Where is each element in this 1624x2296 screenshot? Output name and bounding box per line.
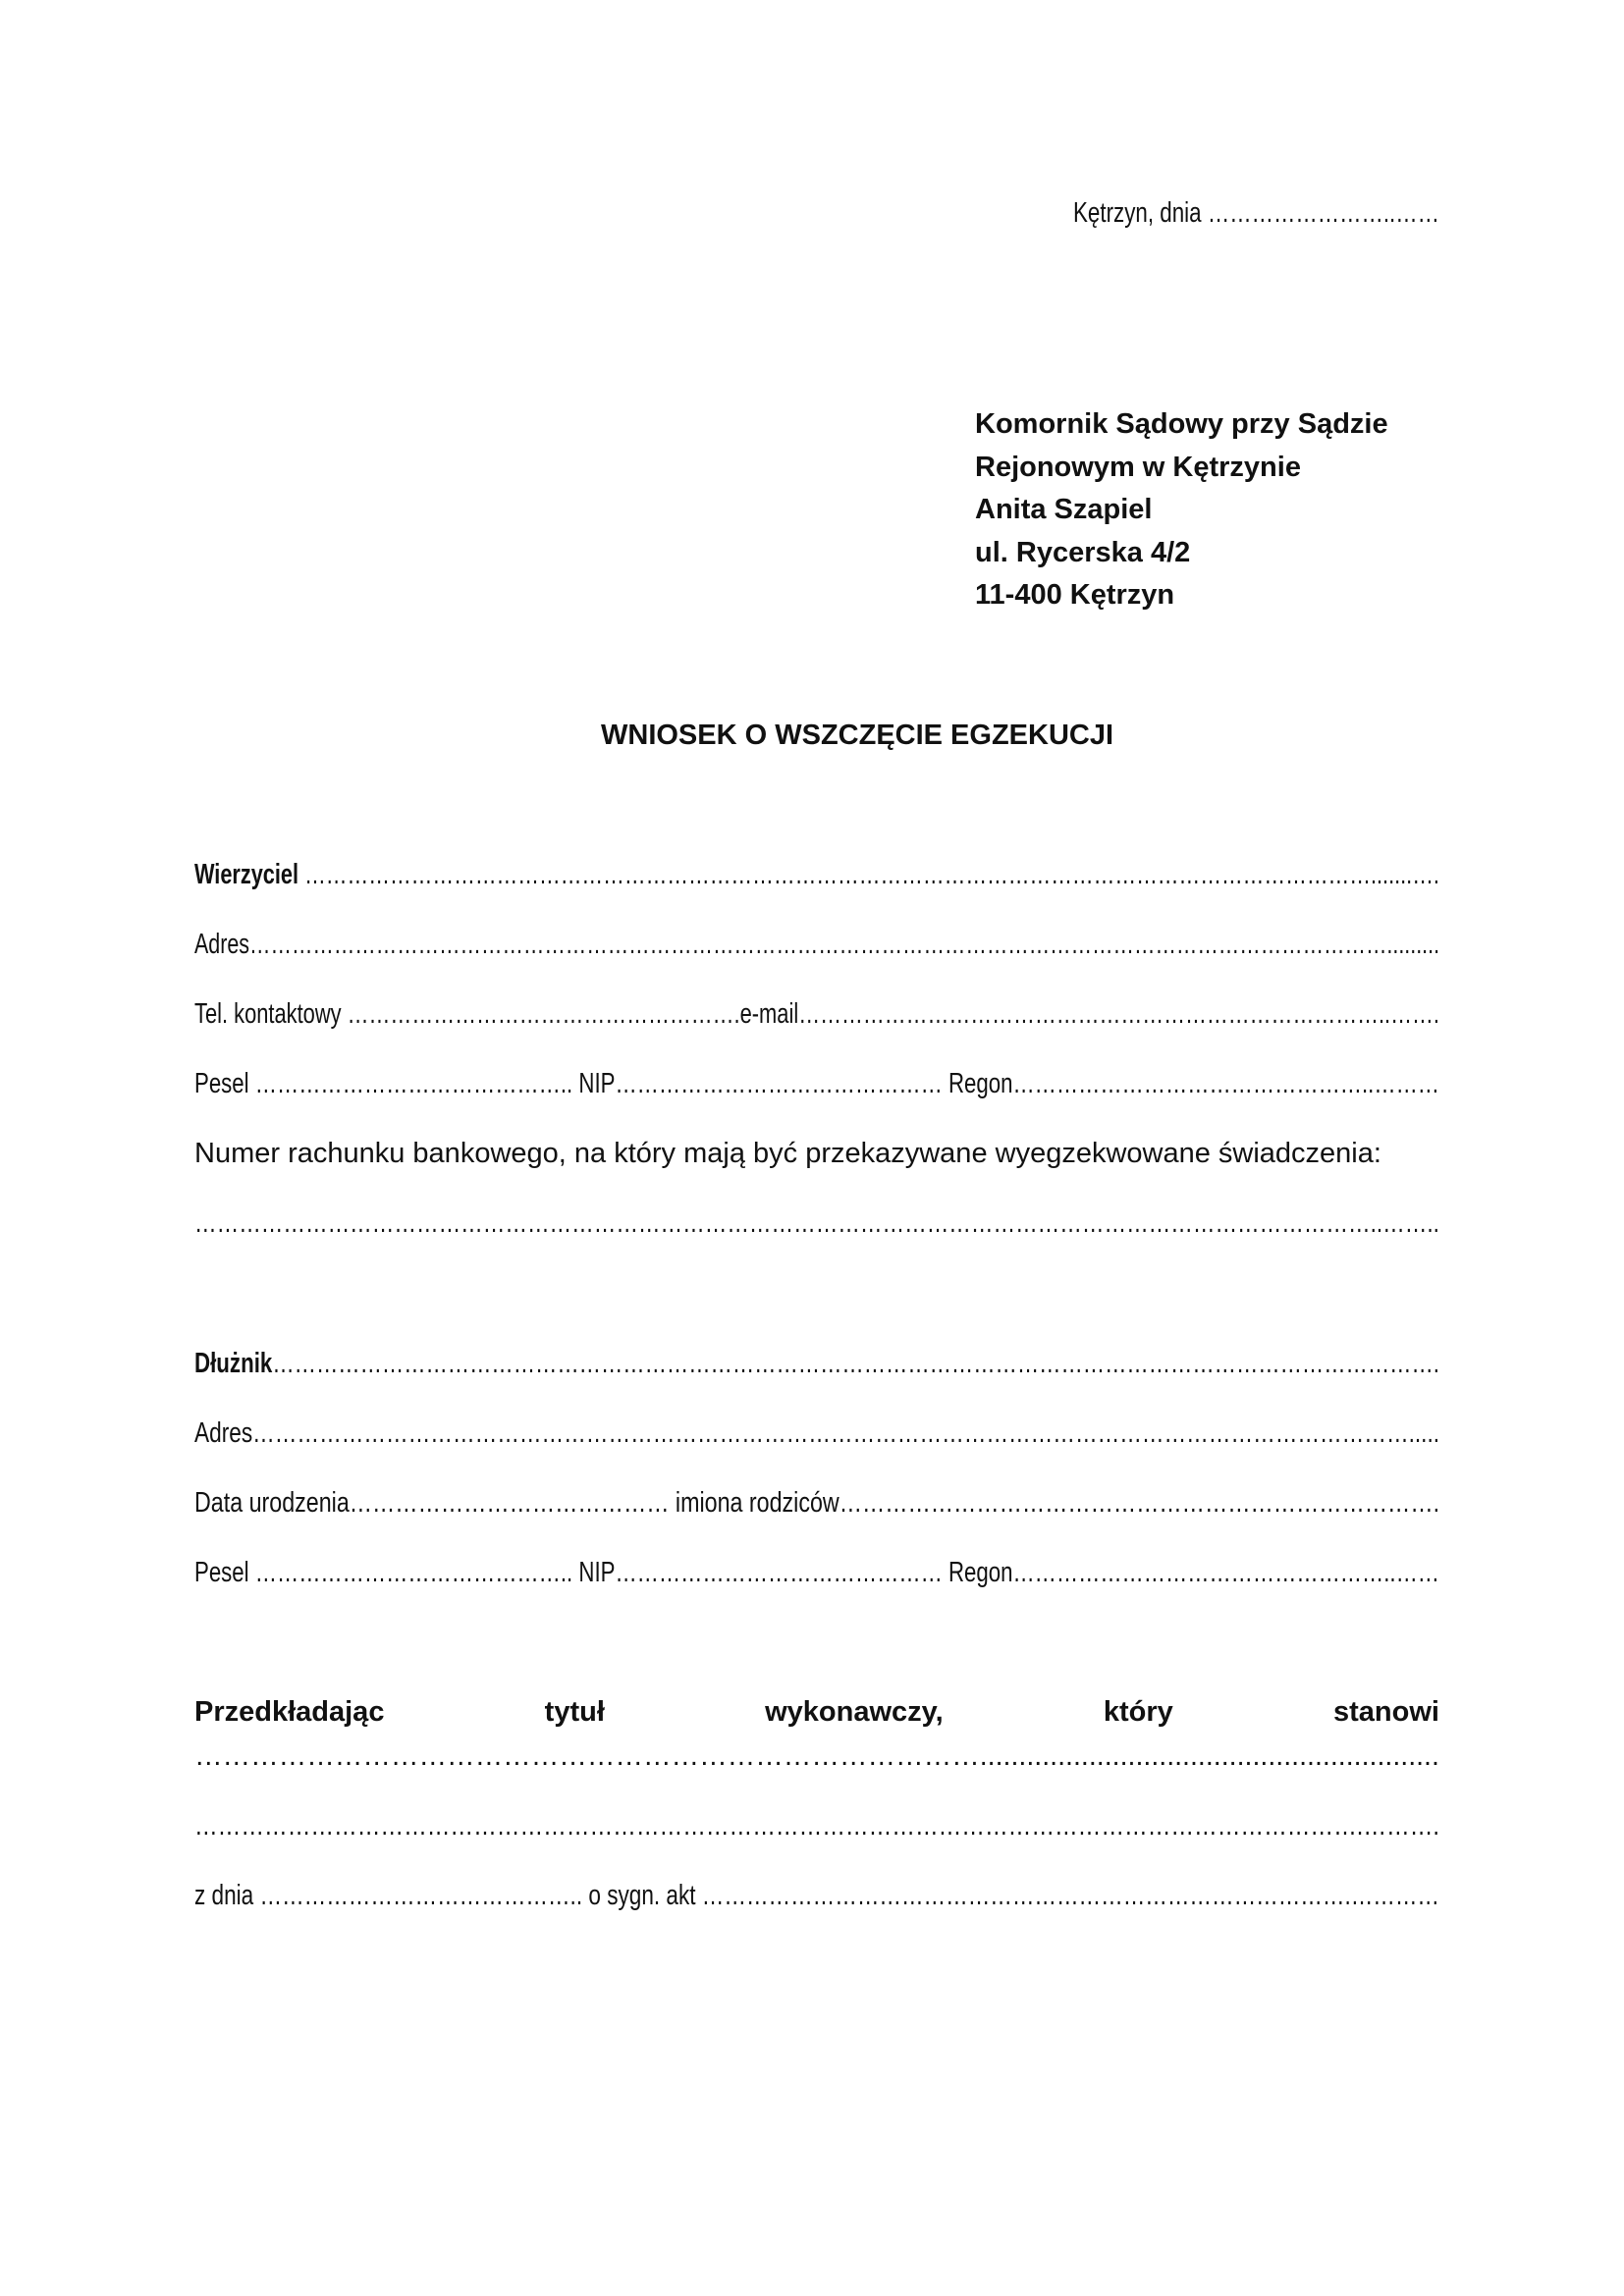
enforcement-title-field-2[interactable]: …………………………………………………………………………………………………………………………………….………. [194, 1810, 1439, 1842]
bank-account-label: Numer rachunku bankowego, na który mają być przekazywane wyegzekwowane świadczenia: [194, 1138, 1381, 1169]
enforcement-title-field-1[interactable]: …………………………………………………………………………........................................................... [194, 1740, 1439, 1772]
recipient-line-4: ul. Rycerska 4/2 [975, 537, 1191, 568]
debtor-pesel-nip-regon-field[interactable]: Pesel …………………………………….. NIP……………………………………… Regon……………………………………………..…… [194, 1557, 1440, 1588]
debtor-name-line [194, 1350, 1439, 1378]
heading-word-4: który [1103, 1696, 1173, 1728]
creditor-name-field[interactable]: …………………………………………………………………………………………………………………………………….......…. [298, 859, 1439, 890]
phone-label: Tel. kontaktowy [194, 998, 348, 1030]
debtor-address-field[interactable]: Adres…………………………………………………………………………………………………………………………………………..... [194, 1417, 1440, 1449]
creditor-contact-line [194, 1000, 1439, 1029]
phone-field[interactable]: ………………………………………………. [347, 998, 740, 1030]
email-field[interactable]: ………………………………………………………………………..……. [798, 998, 1439, 1030]
enforcement-title-heading [194, 1698, 1439, 1727]
date-signature-line [194, 1882, 1439, 1910]
creditor-address-field[interactable]: Adres………………………………………………………………………………………………………………………………………………......... [194, 929, 1440, 960]
case-number-field[interactable]: …………………………………………………………………………….………… [701, 1880, 1440, 1911]
creditor-label: Wierzyciel [194, 859, 299, 890]
case-number-label: o sygn. akt [588, 1880, 702, 1911]
heading-word-1: Przedkładając [194, 1696, 385, 1728]
heading-word-3: wykonawczy, [765, 1696, 944, 1728]
creditor-pesel-nip-regon-field[interactable]: Pesel …………………………………….. NIP……………………………………… Regon…………………………………………..……… [194, 1068, 1440, 1099]
date-label: z dnia [194, 1880, 260, 1911]
debtor-label: Dłużnik [194, 1348, 273, 1379]
recipient-line-1: Komornik Sądowy przy Sądzie [975, 408, 1388, 440]
creditor-name-line [194, 861, 1439, 889]
email-label: e-mail [739, 998, 799, 1030]
debtor-name-field[interactable]: ……………………………………………………………………………………………………………………………………………. [272, 1348, 1439, 1379]
heading-word-5: stanowi [1333, 1696, 1439, 1728]
document-title: WNIOSEK O WSZCZĘCIE EGZEKUCJI [601, 720, 1114, 751]
bank-account-field[interactable]: ……………………………………………………………………………………………………………………………………………..…….. [194, 1207, 1439, 1239]
recipient-line-3: Anita Szapiel [975, 494, 1153, 525]
date-field[interactable]: …………………………………….. [259, 1880, 589, 1911]
place-date-line: Kętrzyn, dnia ……………………..…… [1073, 197, 1440, 229]
recipient-line-2: Rejonowym w Kętrzynie [975, 452, 1301, 483]
recipient-line-5: 11-400 Kętrzyn [975, 579, 1175, 611]
heading-word-2: tytuł [544, 1696, 605, 1728]
debtor-birth-parents-field[interactable]: Data urodzenia…………………………………… imiona rodziców……………………………………………………………………. [194, 1487, 1440, 1519]
